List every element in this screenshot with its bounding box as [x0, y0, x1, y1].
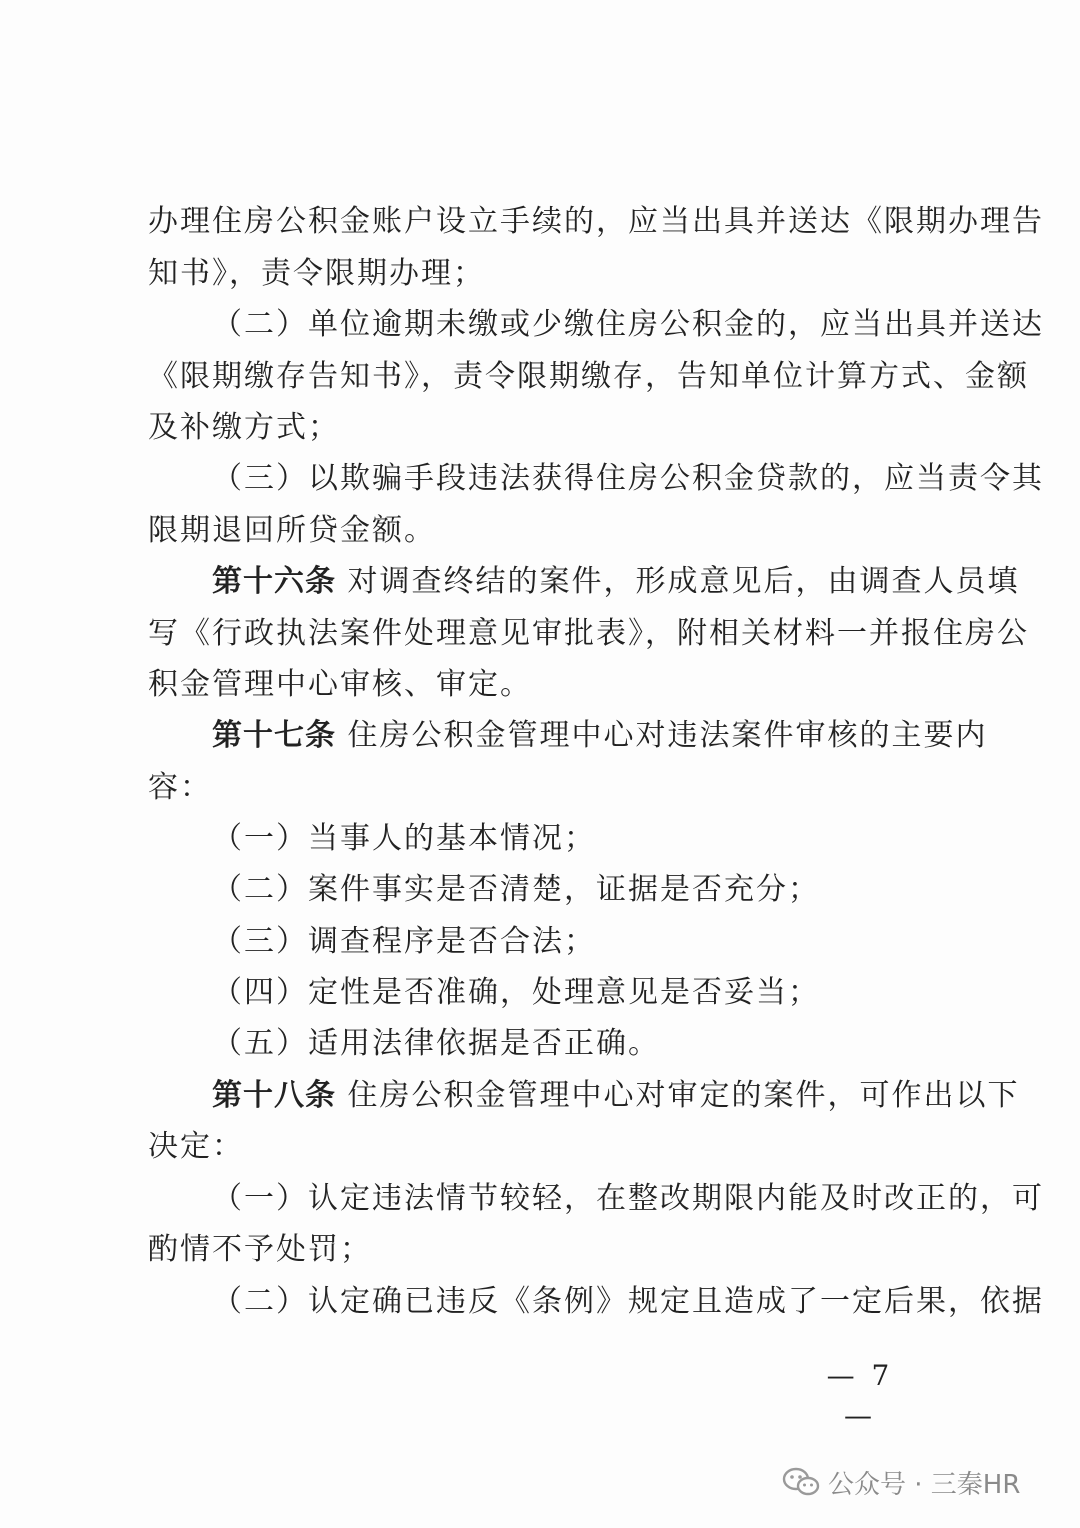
article-16-line: [212, 562, 1020, 602]
text-line: 限期退回所贷金额。: [148, 513, 436, 548]
text-line: 《限期缴存告知书》，责令限期缴存，告知单位计算方式、金额: [148, 359, 1029, 394]
text-line: 容：: [148, 770, 212, 805]
text-line: （一）当事人的基本情况；: [212, 821, 596, 856]
text-line: 决定：: [148, 1129, 244, 1164]
article-text: 对调查终结的案件，形成意见后，由调查人员填: [347, 564, 1020, 599]
article-text: 住房公积金管理中心对审定的案件，可作出以下: [347, 1078, 1020, 1113]
article-heading: 第十七条: [212, 718, 336, 753]
text-line: 酌情不予处罚；: [148, 1232, 372, 1267]
text-line: （三）调查程序是否合法；: [212, 924, 596, 959]
text-line: （五）适用法律依据是否正确。: [212, 1026, 660, 1061]
page-number: — 7 —: [826, 1359, 894, 1432]
text-line: 及补缴方式；: [148, 410, 340, 445]
wechat-icon: [782, 1466, 820, 1498]
article-heading: 第十六条: [212, 564, 336, 599]
article-text: 住房公积金管理中心对违法案件审核的主要内: [347, 718, 988, 753]
article-18-line: [212, 1076, 1020, 1116]
watermark: [782, 1462, 1020, 1502]
text-line: （二）单位逾期未缴或少缴住房公积金的，应当出具并送达: [212, 307, 1044, 342]
text-line: 积金管理中心审核、审定。: [148, 667, 532, 702]
text-line: （二）认定确已违反《条例》规定且造成了一定后果，依据: [212, 1284, 1044, 1319]
text-line: （二）案件事实是否清楚，证据是否充分；: [212, 872, 820, 907]
article-17-line: [212, 716, 988, 756]
text-line: （三）以欺骗手段违法获得住房公积金贷款的，应当责令其: [212, 461, 1044, 496]
text-line: 知书》，责令限期办理；: [148, 256, 485, 291]
article-heading: 第十八条: [212, 1078, 336, 1113]
text-line: 办理住房公积金账户设立手续的，应当出具并送达《限期办理告: [148, 204, 1044, 239]
watermark-text: 公众号 · 三秦HR: [828, 1469, 1021, 1500]
text-line: （四）定性是否准确，处理意见是否妥当；: [212, 975, 820, 1010]
text-line: 写《行政执法案件处理意见审批表》，附相关材料一并报住房公: [148, 616, 1029, 651]
text-line: （一）认定违法情节较轻，在整改期限内能及时改正的，可: [212, 1181, 1044, 1216]
